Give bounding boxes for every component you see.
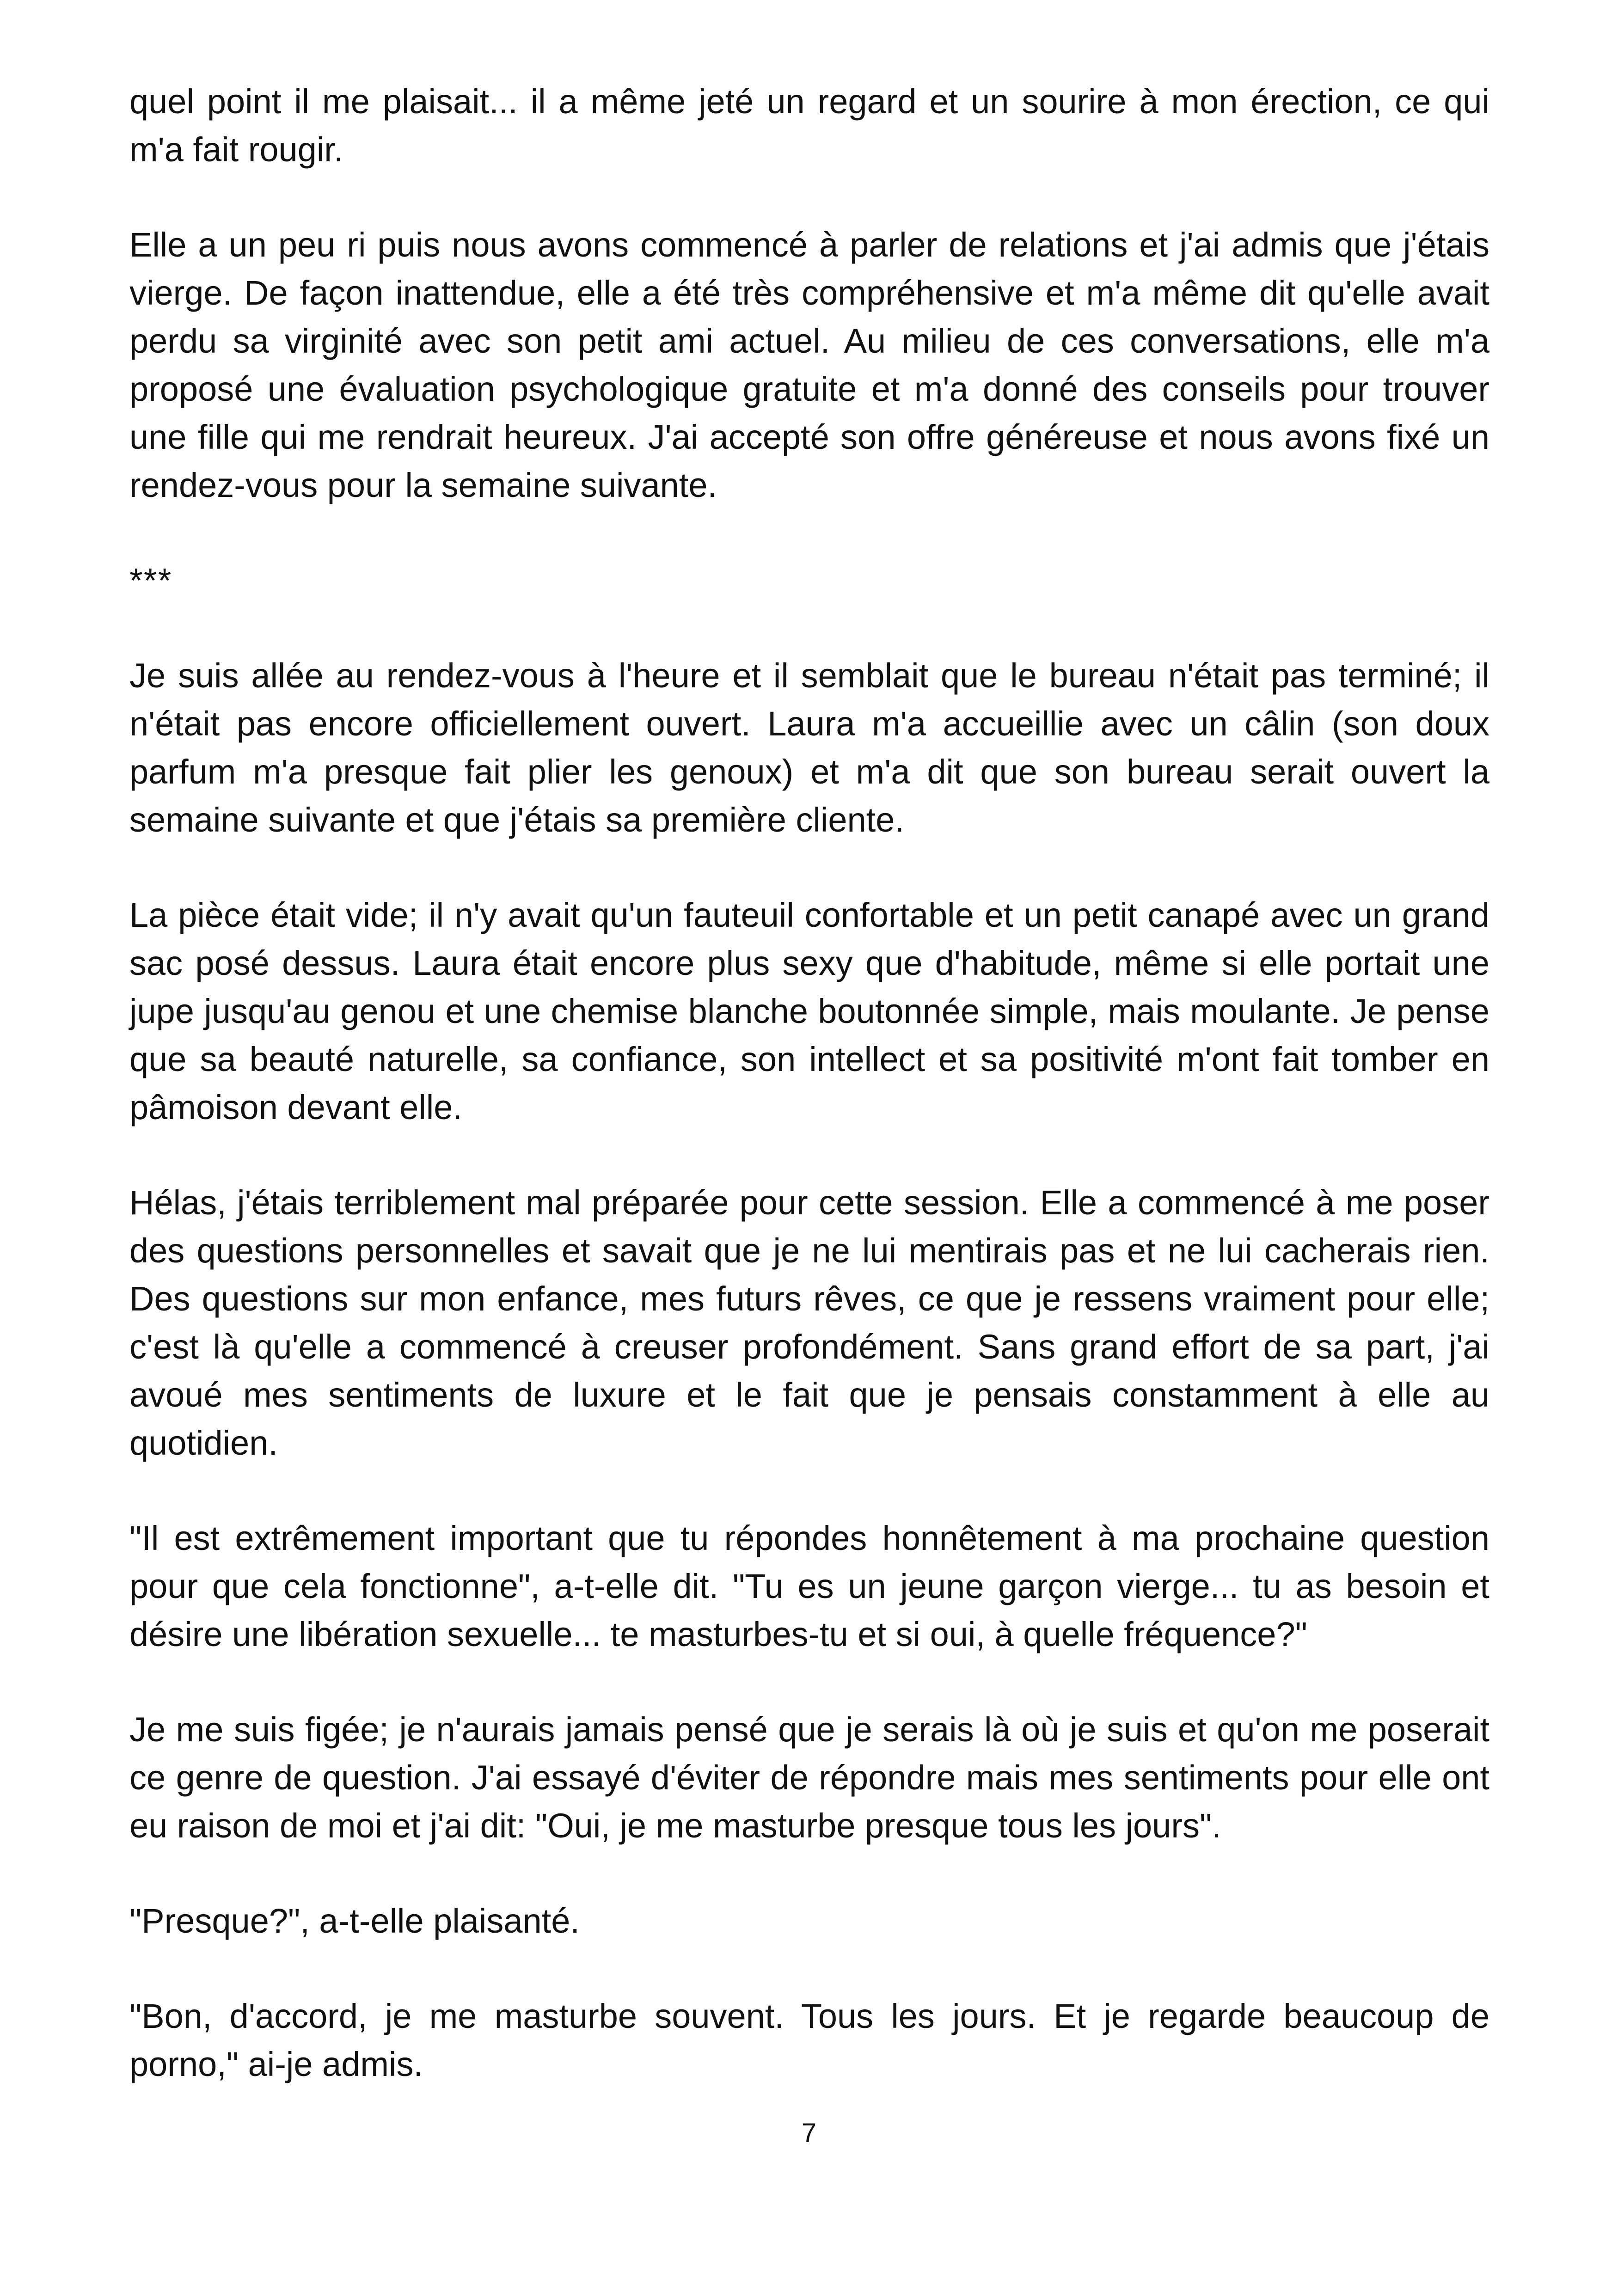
paragraph-8: "Presque?", a-t-elle plaisanté.	[129, 1902, 580, 1940]
paragraph-2: Elle a un peu ri puis nous avons commencé à parler de relations et j'ai admis que j'étais vierge. De façon inattendue, elle a été très compréhensive et m'a même dit qu'elle avait perdu sa virginité avec son petit ami actuel. Au milieu de ces conversations, elle m'a proposé une évaluation psychologique gratuite et m'a donné des conseils pour trouver une fille qui me rendrait heureux. J'ai accepté son offre généreuse et nous avons fixé un rendez-vous pour la semaine suivante.	[129, 226, 1489, 504]
paragraph-9: "Bon, d'accord, je me masturbe souvent. Tous les jours. Et je regarde beaucoup de porno," ai-je admis.	[129, 1997, 1489, 2083]
paragraph-3: Je suis allée au rendez-vous à l'heure et il semblait que le bureau n'était pas terminé; il n'était pas encore officiellement ouvert. Laura m'a accueillie avec un câlin (son doux parfum m'a presque fait plier les genoux) et m'a dit que son bureau serait ouvert la semaine suivante et que j'étais sa première cliente.	[129, 656, 1489, 839]
document-page	[129, 78, 1489, 2136]
page-number: 7	[801, 2118, 817, 2148]
paragraph-1: quel point il me plaisait... il a même jeté un regard et un sourire à mon érection, ce qui m'a fait rougir.	[129, 82, 1489, 169]
paragraph-5: Hélas, j'étais terriblement mal préparée pour cette session. Elle a commencé à me poser des questions personnelles et savait que je ne lui mentirais pas et ne lui cacherais rien. Des questions sur mon enfance, mes futurs rêves, ce que je ressens vraiment pour elle; c'est là qu'elle a commencé à creuser profondément. Sans grand effort de sa part, j'ai avoué mes sentiments de luxure et le fait que je pensais constamment à elle au quotidien.	[129, 1183, 1489, 1462]
paragraph-4: La pièce était vide; il n'y avait qu'un fauteuil confortable et un petit canapé avec un grand sac posé dessus. Laura était encore plus sexy que d'habitude, même si elle portait une jupe jusqu'au genou et une chemise blanche boutonnée simple, mais moulante. Je pense que sa beauté naturelle, sa confiance, son intellect et sa positivité m'ont fait tomber en pâmoison devant elle.	[129, 896, 1489, 1127]
paragraph-7: Je me suis figée; je n'aurais jamais pensé que je serais là où je suis et qu'on me poserait ce genre de question. J'ai essayé d'éviter de répondre mais mes sentiments pour elle ont eu raison de moi et j'ai dit: "Oui, je me masturbe presque tous les jours".	[129, 1710, 1489, 1845]
paragraph-6: "Il est extrêmement important que tu répondes honnêtement à ma prochaine question pour que cela fonctionne", a-t-elle dit. "Tu es un jeune garçon vierge... tu as besoin et désire une libération sexuelle... te masturbes-tu et si oui, à quelle fréquence?"	[129, 1519, 1489, 1653]
section-separator: ***	[129, 561, 172, 600]
